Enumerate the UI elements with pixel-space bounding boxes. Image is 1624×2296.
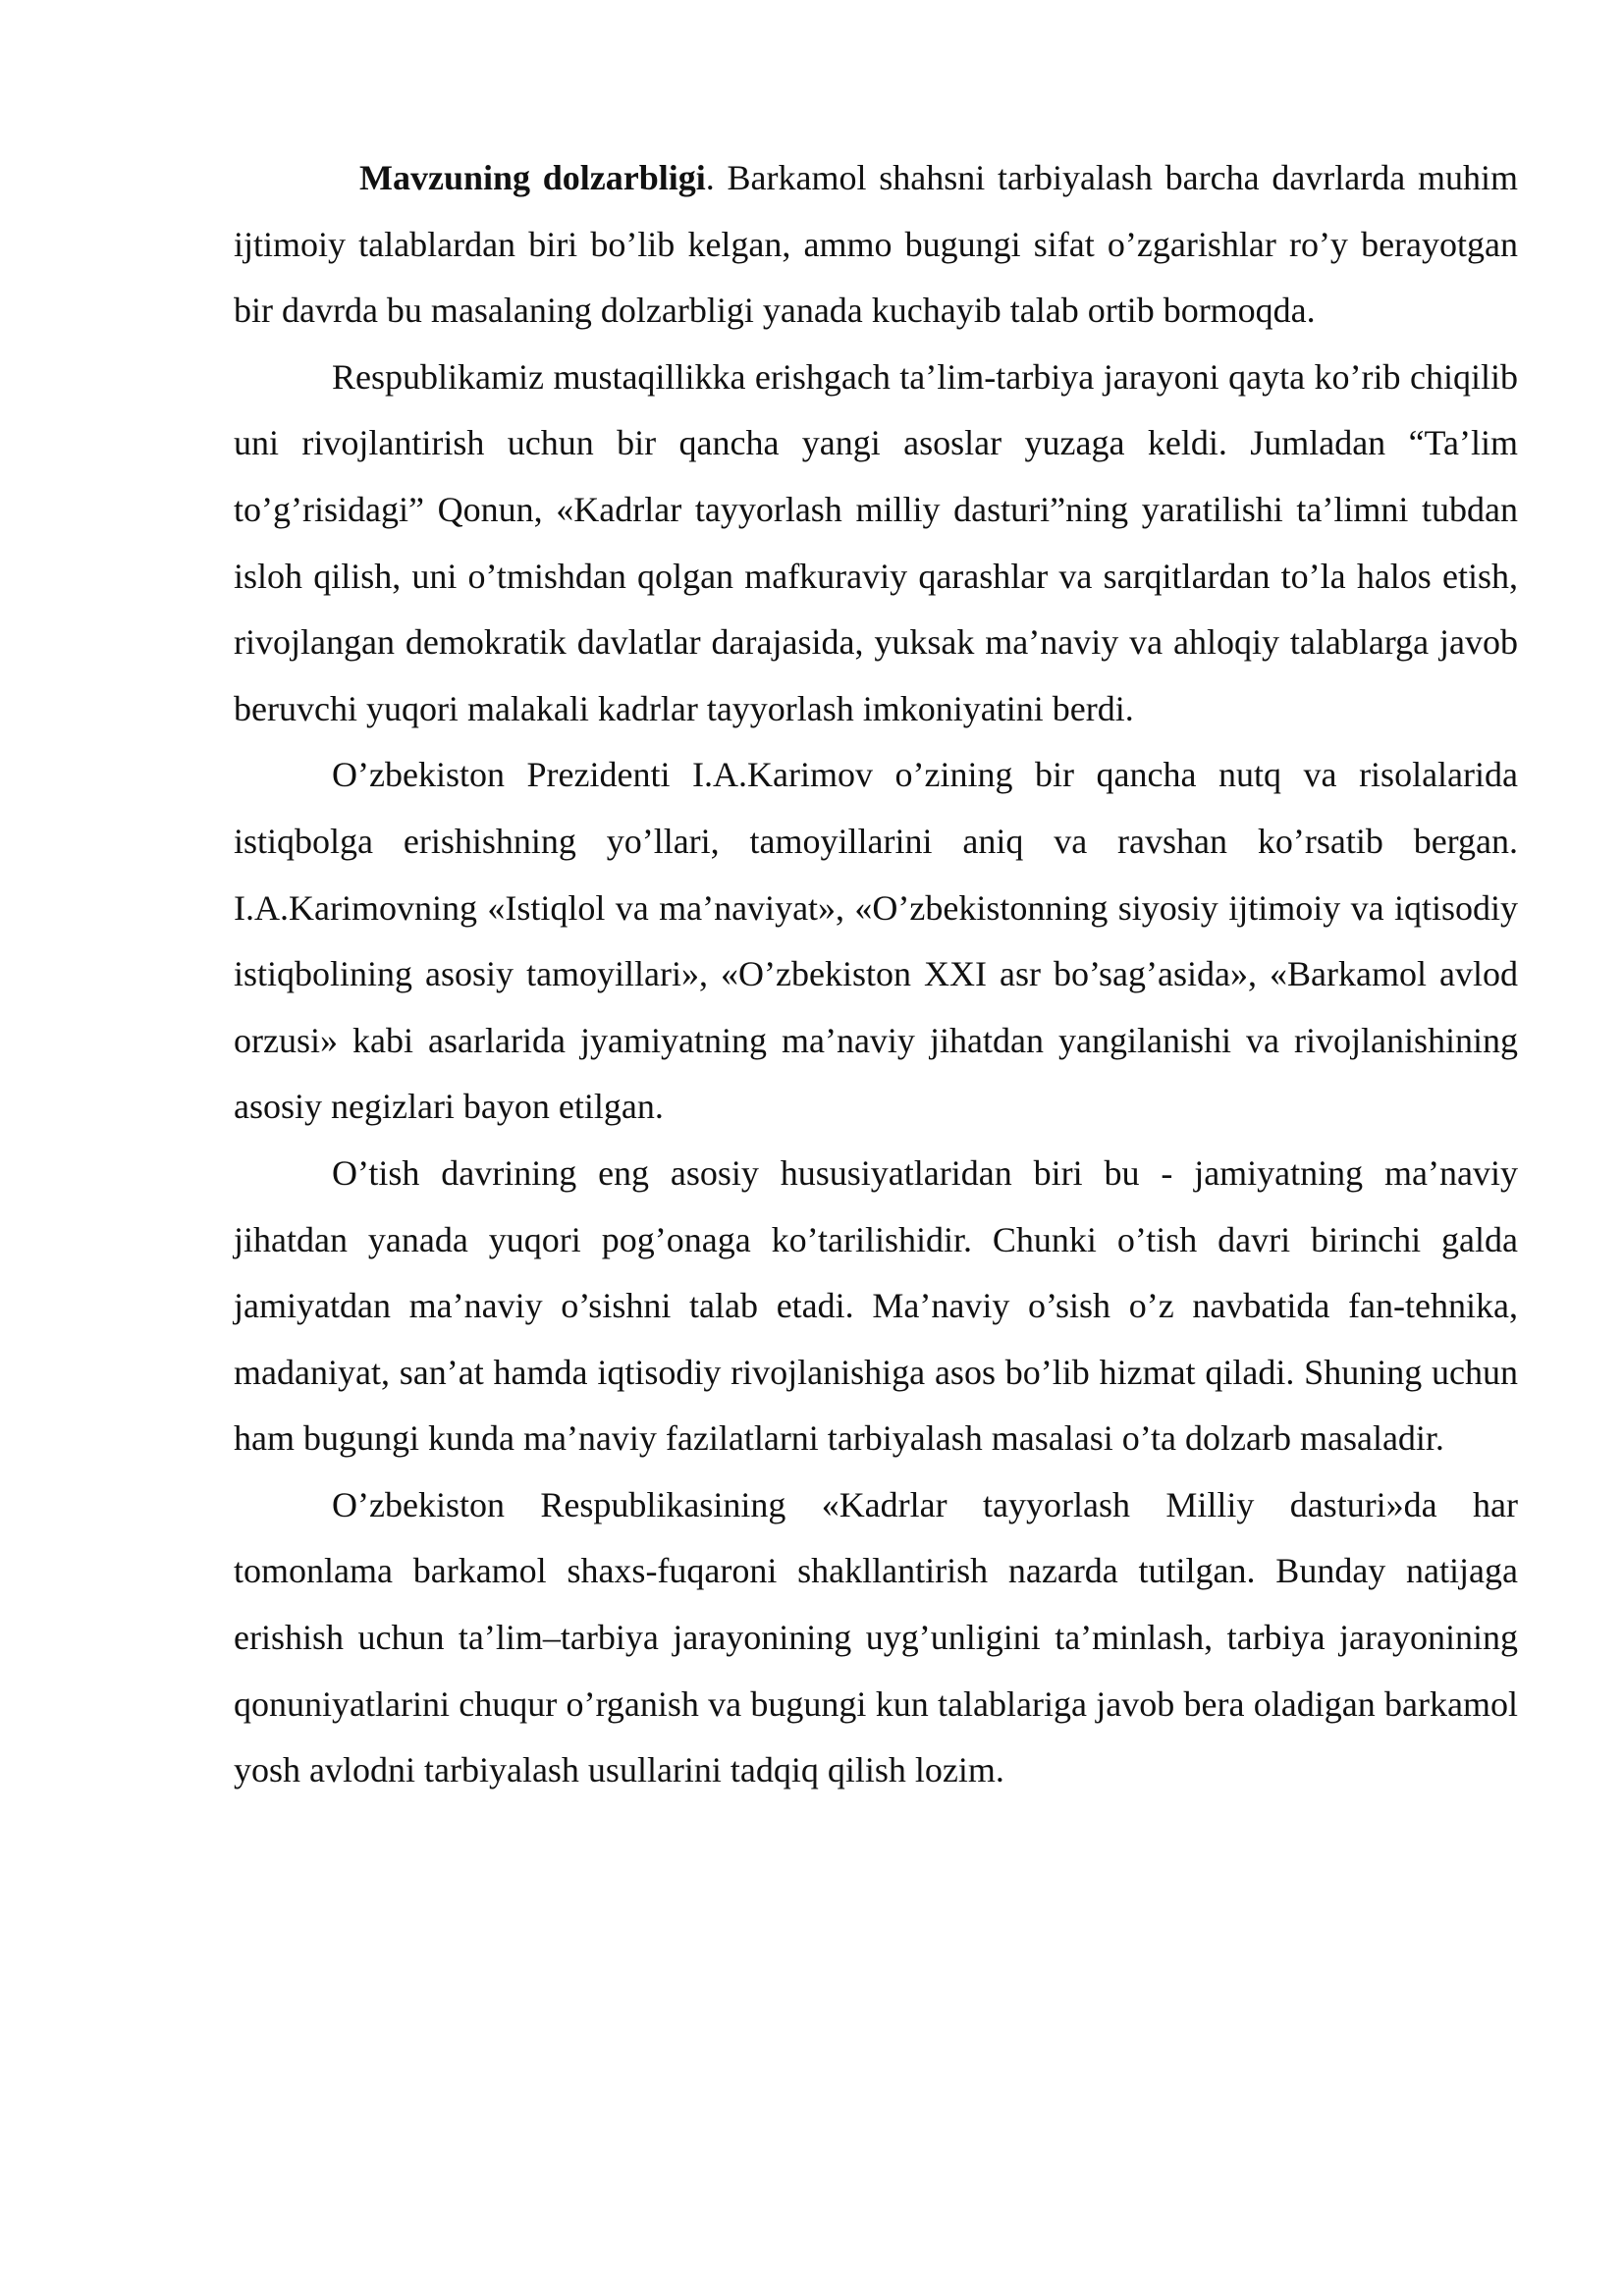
paragraph-text: O’tish davrining eng asosiy hususiyatlaridan biri bu - jamiyatning ma’naviy jihatdan yanada yuqori pog’onaga ko’tarilishidir. Chunki o’tish davri birinchi galda jamiyatdan ma’naviy o’sishni talab etadi. Ma’naviy o’sish o’z navbatida fan-tehnika, madaniyat, san’at hamda iqtisodiy rivojlanishiga asos bo’lib hizmat qiladi. Shuning uchun ham bugungi kunda ma’naviy fazilatlarni tarbiyalash masalasi o’ta dolzarb masaladir. [234,1152,1518,1459]
document-body [234,145,1518,1804]
paragraph-independence [234,345,1518,743]
paragraph-national-program [234,1472,1518,1804]
paragraph-heading: Mavzuning dolzarbligi [359,158,706,197]
paragraph-text: . Barkamol shahsni tarbiyalash barcha davrlarda muhim ijtimoiy talablardan biri bo’lib kelgan, ammo bugungi sifat o’zgarishlar ro’y berayotgan bir davrda bu masalaning dolzarbligi yanada kuchayib talab ortib bormoqda. [234,158,1518,331]
paragraph-text: O’zbekiston Respublikasining «Kadrlar tayyorlash Milliy dasturi»da har tomonlama barkamol shaxs-fuqaroni shakllantirish nazarda tutilgan. Bunday natijaga erishish uchun ta’lim–tarbiya jarayonining uyg’unligini ta’minlash, tarbiya jarayonining qonuniyatlarini chuqur o’rganish va bugungi kun talablariga javob bera oladigan barkamol yosh avlodni tarbiyalash usullarini tadqiq qilish lozim. [234,1484,1518,1790]
paragraph-transition [234,1141,1518,1472]
paragraph-text: Respublikamiz mustaqillikka erishgach ta’lim-tarbiya jarayoni qayta ko’rib chiqilib uni rivojlantirish uchun bir qancha yangi asoslar yuzaga keldi. Jumladan “Ta’lim to’g’risidagi” Qonun, «Kadrlar tayyorlash milliy dasturi”ning yaratilishi ta’limni tubdan isloh qilish, uni o’tmishdan qolgan mafkuraviy qarashlar va sarqitlardan to’la halos etish, rivojlangan demokratik davlatlar darajasida, yuksak ma’naviy va ahloqiy talablarga javob beruvchi yuqori malakali kadrlar tayyorlash imkoniyatini berdi. [234,356,1518,728]
paragraph-president [234,742,1518,1141]
paragraph-text: O’zbekiston Prezidenti I.A.Karimov o’zining bir qancha nutq va risolalarida istiqbolga erishishning yo’llari, tamoyillarini aniq va ravshan ko’rsatib bergan. I.A.Karimovning «Istiqlol va ma’naviyat», «O’zbekistonning siyosiy ijtimoiy va iqtisodiy istiqbolining asosiy tamoyillari», «O’zbekiston XXI asr bo’sag’asida», «Barkamol avlod orzusi» kabi asarlarida jyamiyatning ma’naviy jihatdan yangilanishi va rivojlanishining asosiy negizlari bayon etilgan. [234,755,1518,1127]
paragraph-relevance [234,145,1518,345]
